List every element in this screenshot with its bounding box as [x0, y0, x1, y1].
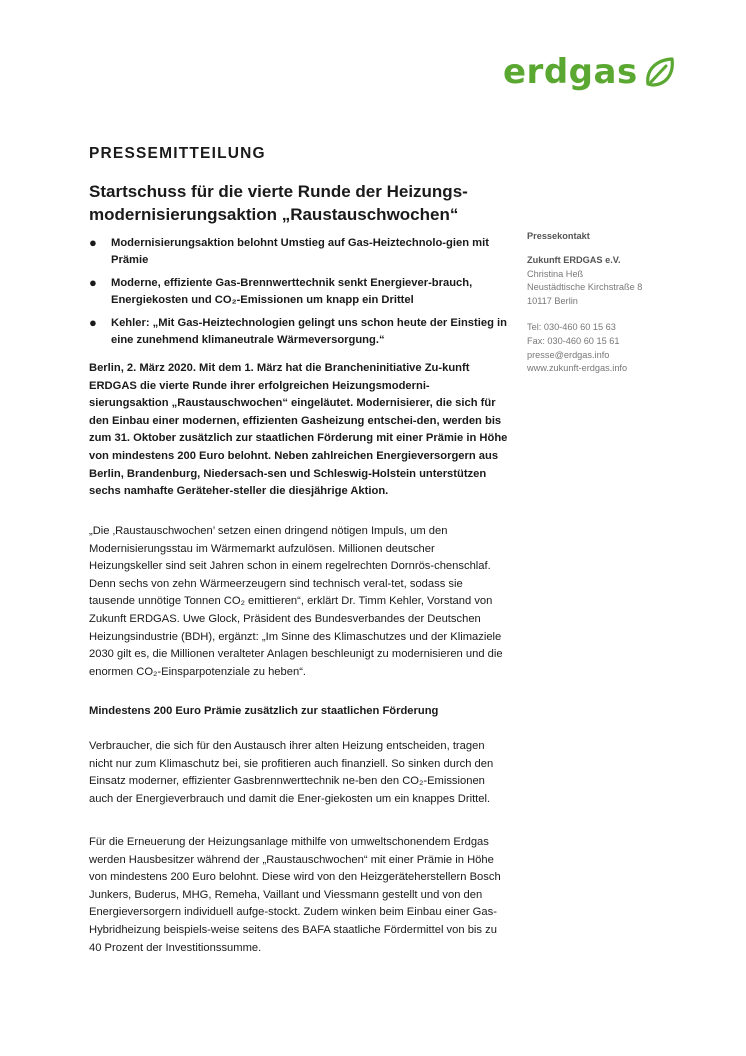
contact-city: 10117 Berlin	[527, 296, 578, 307]
bullet-text: Moderne, effiziente Gas-Brennwerttechnik senkt Energiever-brauch, Energiekosten und CO₂-Emissionen um knapp ein Drittel	[111, 277, 473, 306]
bullet-item	[89, 315, 509, 348]
contact-person: Christina Heß	[527, 268, 584, 279]
contact-label: Pressekontakt	[527, 231, 590, 241]
document-type: PRESSEMITTEILUNG	[89, 145, 266, 162]
contact-fax: Fax: 030-460 60 15 61	[527, 335, 620, 346]
headline: Startschuss für die vierte Runde der Heizungs-modernisierungsaktion „Raustauschwochen“	[89, 182, 468, 224]
bullet-icon: ●	[89, 235, 97, 250]
section-subheading: Mindestens 200 Euro Prämie zusätzlich zur staatlichen Förderung	[89, 705, 439, 717]
contact-email[interactable]: presse@erdgas.info	[527, 349, 610, 360]
body-paragraph: Für die Erneuerung der Heizungsanlage mithilfe von umweltschonendem Erdgas werden Hausbesitzer während der „Raustauschwochen“ mit einer Prämie in Höhe von mindestens 200 Euro belohnt. Diese wird von den Heizgeräteherstellern Bosch Junkers, Buderus, MHG, Remeha, Vaillant und Viessmann gestellt und von den Energieversorgern individuell aufge-stockt. Zudem winken beim Einbau einer Gas-Hybridheizung beispiels-weise seitens des BAFA staatliche Fördermittel von bis zu 40 Prozent der Investitionssumme.	[89, 836, 501, 954]
brand-name: erdgas	[503, 52, 638, 92]
body-paragraph: Verbraucher, die sich für den Austausch ihrer alten Heizung entscheiden, tragen nicht nur zum Klimaschutz bei, sie profitieren auch finanziell. So sinken durch den Einsatz moderner, effizienter Gasbrennwerttechnik ne-ben den CO₂-Emissionen auch der Energieverbrauch und damit die Ener-giekosten um ein knappes Drittel.	[89, 740, 494, 805]
bullet-item	[89, 275, 509, 308]
bullet-icon: ●	[89, 315, 97, 330]
bullet-text: Modernisierungsaktion belohnt Umstieg auf Gas-Heiztechnolo-gien mit Prämie	[111, 237, 489, 266]
leaf-icon	[642, 54, 678, 90]
summary-bullets	[89, 235, 509, 355]
quote-paragraph: „Die ‚Raustauschwochen’ setzen einen dringend nötigen Impuls, um den Modernisierungsstau im Wärmemarkt aufzulösen. Millionen deutscher Heizungskeller sind seit Jahren schon in einem regelrechten Dornrös-chenschlaf. Denn sechs von zehn Wärmeerzeugern sind technisch veral-tet, sodass sie tausende unnötige Tonnen CO₂ emittieren“, erklärt Dr. Timm Kehler, Vorstand von Zukunft ERDGAS. Uwe Glock, Präsident des Bundesverbandes der Deutschen Heizungsindustrie (BDH), ergänzt: „Im Sinne des Klimaschutzes und der Klimaziele 2030 gilt es, die Millionen veralteter Anlagen beschleunigt zu modernisieren und die enormen CO₂-Einsparpotenziale zu heben“.	[89, 525, 503, 678]
bullet-text: Kehler: „Mit Gas-Heiztechnologien gelingt uns schon heute der Einstieg in eine zunehmend klimaneutrale Wärmeversorgung.“	[111, 317, 507, 346]
contact-web[interactable]: www.zukunft-erdgas.info	[527, 363, 628, 374]
press-contact	[527, 230, 717, 376]
lead-paragraph: Berlin, 2. März 2020. Mit dem 1. März hat die Brancheninitiative Zu-kunft ERDGAS die vierte Runde ihrer erfolgreichen Heizungsmoderni-sierungsaktion „Raustauschwochen“ eingeläutet. Modernisierer, die sich für den Einbau einer modernen, effizienten Gasheizung entschei-den, werden bis zum 31. Oktober zusätzlich zur staatlichen Förderung mit einer Prämie in Höhe von mindestens 200 Euro belohnt. Neben zahlreichen Energieversorgern aus Berlin, Brandenburg, Niedersach-sen und Schleswig-Holstein unterstützen sechs namhafte Geräteher-steller die diesjährige Aktion.	[89, 362, 508, 498]
brand-logo	[503, 54, 678, 90]
contact-street: Neustädtische Kirchstraße 8	[527, 282, 643, 293]
contact-org: Zukunft ERDGAS e.V.	[527, 254, 621, 265]
bullet-icon: ●	[89, 275, 97, 290]
contact-tel: Tel: 030-460 60 15 63	[527, 321, 616, 332]
bullet-item	[89, 235, 509, 268]
